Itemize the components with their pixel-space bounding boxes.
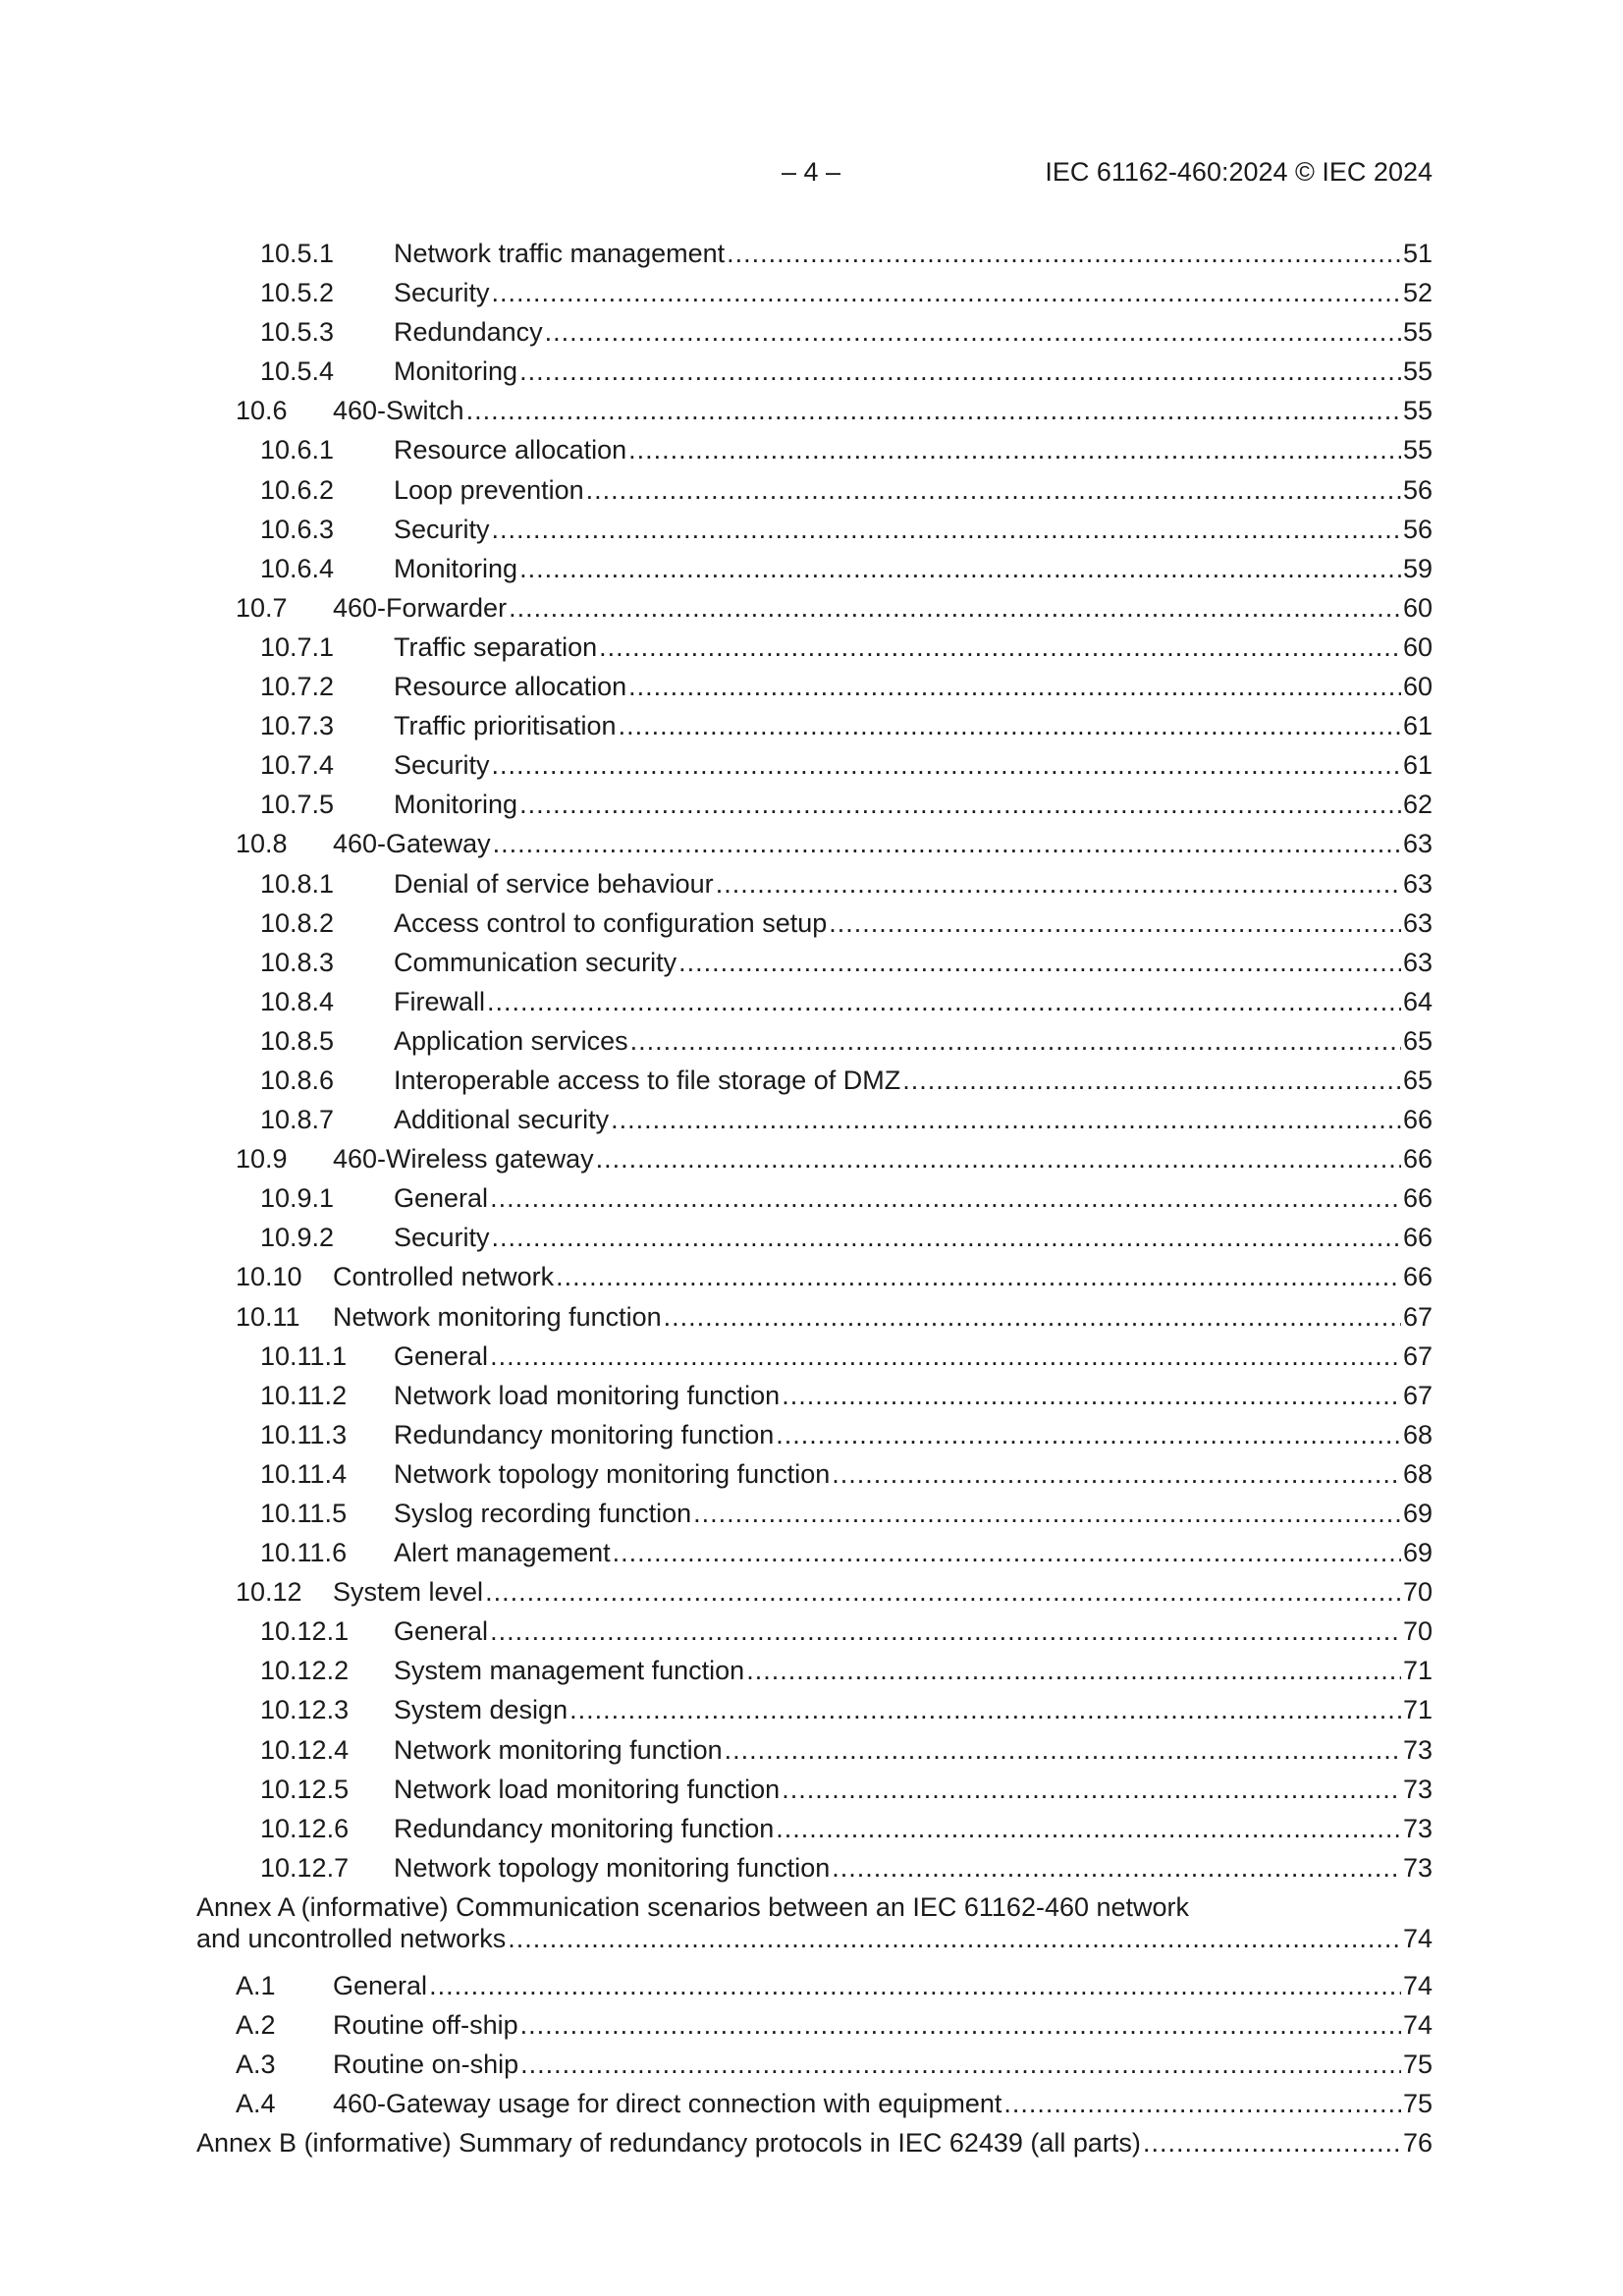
toc-entry-title: Security	[394, 514, 490, 544]
toc-entry-number: 10.5.3	[260, 317, 335, 348]
toc-entry-page: 66	[1402, 1262, 1433, 1292]
dot-leader	[630, 1021, 1401, 1061]
dot-leader	[725, 1730, 1401, 1770]
dot-leader	[1143, 2123, 1401, 2162]
toc-entry-page: 73	[1402, 1813, 1433, 1843]
toc-subsection[interactable]	[196, 1770, 1433, 1809]
toc-subsection[interactable]	[196, 943, 1433, 982]
toc-entry-number: 10.8.4	[260, 986, 335, 1016]
toc-entry-title: Security	[394, 750, 490, 781]
toc-entry-title: Communication security	[394, 947, 677, 977]
toc-subsection[interactable]	[196, 628, 1433, 667]
toc-annex-clause[interactable]	[196, 1966, 1433, 2005]
dot-leader	[485, 1572, 1401, 1612]
toc-entry-number: 10.8.7	[260, 1105, 335, 1135]
toc-entry-number: 10.6.4	[260, 553, 335, 583]
toc-entry-title: Security	[394, 1223, 490, 1253]
dot-leader	[628, 667, 1401, 706]
dot-leader	[508, 1923, 1401, 1954]
dot-leader	[492, 510, 1401, 549]
toc-annex-a[interactable]	[196, 1887, 1433, 1966]
toc-entry-title: Network monitoring function	[394, 1734, 723, 1765]
toc-entry-title: Application services	[394, 1025, 628, 1056]
toc-entry-title: System level	[333, 1577, 484, 1608]
toc-entry-number: 10.7.3	[260, 711, 335, 741]
toc-entry-title: Access control to configuration setup	[394, 907, 828, 938]
toc-entry-number: 10.11.2	[260, 1380, 348, 1410]
toc-entry-page: 64	[1402, 986, 1433, 1016]
dot-leader	[492, 273, 1401, 312]
toc-entry-page: 73	[1402, 1734, 1433, 1765]
toc-subsection[interactable]	[196, 1337, 1433, 1376]
toc-entry-page: 55	[1402, 396, 1433, 426]
page-header	[196, 157, 1433, 192]
toc-entry-number: 10.12.6	[260, 1813, 350, 1843]
toc-entry-title: Monitoring	[394, 356, 518, 387]
toc-subsection[interactable]	[196, 1376, 1433, 1415]
dot-leader	[832, 1848, 1401, 1887]
toc-entry-page: 67	[1402, 1340, 1433, 1371]
dot-leader	[628, 430, 1401, 469]
page-number: – 4 –	[782, 157, 841, 187]
toc-entry-title: Network load monitoring function	[394, 1380, 781, 1410]
toc-entry-page: 51	[1402, 239, 1433, 268]
toc-entry-number: 10.8.6	[260, 1065, 335, 1095]
toc-entry-title: Network monitoring function	[333, 1301, 662, 1332]
table-of-contents	[196, 234, 1433, 2162]
toc-entry-number: 10.9.2	[260, 1223, 335, 1253]
toc-entry-page: 71	[1402, 1656, 1433, 1686]
dot-leader	[727, 234, 1401, 273]
annex-a-title-line1: Annex A (informative) Communication scenarios between an IEC 61162-460 network	[196, 1891, 1190, 1922]
dot-leader	[493, 824, 1401, 863]
toc-subsection[interactable]	[196, 234, 1433, 273]
toc-entry-number: 10.12.3	[260, 1695, 350, 1725]
toc-entry-page: 52	[1402, 278, 1433, 308]
dot-leader	[490, 1337, 1401, 1376]
toc-entry-number: 10.5.1	[260, 239, 335, 268]
toc-entry-page: 65	[1402, 1065, 1433, 1095]
toc-entry-page: 68	[1402, 1458, 1433, 1489]
toc-entry-title: Network topology monitoring function	[394, 1458, 831, 1489]
dot-leader	[429, 1966, 1401, 2005]
toc-entry-page: 68	[1402, 1419, 1433, 1449]
toc-entry-number: 10.9	[236, 1144, 288, 1175]
toc-entry-page: 61	[1402, 750, 1433, 781]
toc-entry-number: 10.12.1	[260, 1616, 350, 1647]
dot-leader	[902, 1061, 1401, 1100]
toc-entry-title: Redundancy monitoring function	[394, 1419, 775, 1449]
toc-entry-page: 66	[1402, 1105, 1433, 1135]
toc-subsection[interactable]	[196, 549, 1433, 588]
dot-leader	[776, 1415, 1401, 1454]
dot-leader	[1003, 2084, 1401, 2123]
toc-entry-title: 460-Gateway	[333, 829, 491, 859]
toc-entry-number: 10.5.2	[260, 278, 335, 308]
toc-entry-page: 55	[1402, 435, 1433, 465]
toc-entry-page: 70	[1402, 1577, 1433, 1608]
toc-entry-page: 74	[1402, 2010, 1433, 2041]
toc-entry-number: 10.11.4	[260, 1458, 348, 1489]
toc-entry-title: Traffic separation	[394, 631, 598, 662]
toc-entry-number: 10.11.3	[260, 1419, 348, 1449]
toc-entry-page: 66	[1402, 1183, 1433, 1214]
toc-entry-page: 60	[1402, 672, 1433, 702]
toc-section[interactable]	[196, 824, 1433, 863]
toc-annex-clause[interactable]	[196, 2005, 1433, 2045]
toc-annex-clause[interactable]	[196, 2084, 1433, 2123]
toc-entry-page: 63	[1402, 947, 1433, 977]
toc-entry-title: Monitoring	[394, 790, 518, 820]
dot-leader	[509, 588, 1401, 628]
dot-leader	[586, 470, 1401, 510]
toc-section[interactable]	[196, 1257, 1433, 1296]
toc-entry-number: 10.8.5	[260, 1025, 335, 1056]
toc-entry-number: 10.11.5	[260, 1499, 348, 1528]
toc-entry-page: 63	[1402, 829, 1433, 859]
toc-entry-number: 10.12.2	[260, 1656, 350, 1686]
dot-leader	[490, 1612, 1401, 1651]
dot-leader	[487, 982, 1401, 1021]
dot-leader	[519, 549, 1401, 588]
dot-leader	[716, 864, 1401, 903]
toc-entry-title: Network traffic management	[394, 239, 726, 268]
toc-annex-clause[interactable]	[196, 2045, 1433, 2084]
toc-section[interactable]	[196, 391, 1433, 430]
dot-leader	[556, 1257, 1401, 1296]
toc-entry-number: 10.11.1	[260, 1340, 348, 1371]
toc-entry-title: Resource allocation	[394, 672, 627, 702]
toc-annex-b[interactable]	[196, 2123, 1433, 2162]
toc-subsection[interactable]	[196, 1454, 1433, 1494]
toc-subsection[interactable]	[196, 1690, 1433, 1729]
toc-subsection[interactable]	[196, 745, 1433, 785]
toc-entry-number: A.2	[236, 2010, 276, 2041]
dot-leader	[693, 1494, 1401, 1533]
toc-entry-number: 10.12	[236, 1577, 302, 1608]
toc-entry-number: 10.11.6	[260, 1538, 348, 1568]
toc-subsection[interactable]	[196, 352, 1433, 391]
dot-leader	[519, 785, 1401, 824]
toc-subsection[interactable]	[196, 1494, 1433, 1533]
toc-entry-page: 76	[1402, 2128, 1433, 2159]
toc-entry-title: System design	[394, 1695, 568, 1725]
dot-leader	[829, 903, 1401, 943]
toc-entry-page: 60	[1402, 592, 1433, 623]
toc-entry-title: System management function	[394, 1656, 745, 1686]
toc-section[interactable]	[196, 1297, 1433, 1337]
toc-entry-title: 460-Wireless gateway	[333, 1144, 594, 1175]
annex-a-title-line2: and uncontrolled networks	[196, 1923, 507, 1953]
toc-entry-page: 66	[1402, 1223, 1433, 1253]
toc-entry-number: 10.10	[236, 1262, 302, 1292]
dot-leader	[619, 706, 1401, 745]
toc-entry-page: 63	[1402, 868, 1433, 899]
dot-leader	[596, 1139, 1401, 1178]
toc-entry-number: 10.12.5	[260, 1774, 350, 1804]
toc-subsection[interactable]	[196, 1218, 1433, 1257]
dot-leader	[545, 312, 1401, 352]
toc-subsection[interactable]	[196, 1533, 1433, 1572]
dot-leader	[520, 2005, 1401, 2045]
toc-entry-title: Routine on-ship	[333, 2050, 519, 2080]
toc-entry-number: 10.6.1	[260, 435, 335, 465]
dot-leader	[490, 1178, 1401, 1218]
dot-leader	[664, 1297, 1401, 1337]
toc-entry-number: A.4	[236, 2089, 276, 2119]
dot-leader	[492, 745, 1401, 785]
toc-section[interactable]	[196, 588, 1433, 628]
toc-entry-page: 55	[1402, 356, 1433, 387]
toc-entry-page: 71	[1402, 1695, 1433, 1725]
toc-subsection[interactable]	[196, 470, 1433, 510]
toc-entry-number: 10.6.3	[260, 514, 335, 544]
document-id: IEC 61162-460:2024 © IEC 2024	[1045, 157, 1433, 187]
toc-subsection[interactable]	[196, 1061, 1433, 1100]
toc-entry-number: 10.12.7	[260, 1852, 350, 1883]
toc-subsection[interactable]	[196, 1100, 1433, 1139]
toc-subsection[interactable]	[196, 785, 1433, 824]
toc-entry-number: 10.7.4	[260, 750, 335, 781]
toc-entry-number: 10.8.2	[260, 907, 335, 938]
toc-entry-page: 56	[1402, 474, 1433, 505]
toc-entry-number: A.1	[236, 1970, 276, 2000]
toc-entry-page: 73	[1402, 1774, 1433, 1804]
toc-entry-number: 10.7.2	[260, 672, 335, 702]
toc-entry-page: 74	[1402, 1923, 1433, 1953]
toc-entry-title: Denial of service behaviour	[394, 868, 714, 899]
toc-entry-page: 69	[1402, 1538, 1433, 1568]
toc-entry-page: 65	[1402, 1025, 1433, 1056]
toc-entry-title: Network load monitoring function	[394, 1774, 781, 1804]
toc-entry-title: General	[394, 1340, 489, 1371]
toc-entry-page: 67	[1402, 1380, 1433, 1410]
dot-leader	[613, 1533, 1401, 1572]
toc-subsection[interactable]	[196, 706, 1433, 745]
toc-entry-page: 70	[1402, 1616, 1433, 1647]
toc-entry-title: Alert management	[394, 1538, 611, 1568]
dot-leader	[782, 1770, 1401, 1809]
toc-entry-number: 10.5.4	[260, 356, 335, 387]
toc-entry-title: Syslog recording function	[394, 1499, 692, 1528]
toc-entry-page: 55	[1402, 317, 1433, 348]
toc-subsection[interactable]	[196, 1021, 1433, 1061]
toc-entry-number: A.3	[236, 2050, 276, 2080]
toc-entry-page: 63	[1402, 907, 1433, 938]
toc-subsection[interactable]	[196, 273, 1433, 312]
toc-subsection[interactable]	[196, 982, 1433, 1021]
toc-entry-page: 56	[1402, 514, 1433, 544]
dot-leader	[599, 628, 1401, 667]
toc-subsection[interactable]	[196, 1809, 1433, 1848]
toc-entry-title: Firewall	[394, 986, 486, 1016]
toc-subsection[interactable]	[196, 1651, 1433, 1690]
toc-entry-title: Redundancy monitoring function	[394, 1813, 775, 1843]
toc-subsection[interactable]	[196, 1415, 1433, 1454]
toc-entry-page: 69	[1402, 1499, 1433, 1528]
toc-entry-title: Security	[394, 278, 490, 308]
toc-entry-number: 10.8	[236, 829, 288, 859]
toc-entry-page: 75	[1402, 2050, 1433, 2080]
toc-entry-title: Additional security	[394, 1105, 610, 1135]
toc-subsection[interactable]	[196, 1612, 1433, 1651]
toc-entry-title: 460-Switch	[333, 396, 464, 426]
toc-entry-page: 66	[1402, 1144, 1433, 1175]
toc-entry-number: 10.8.3	[260, 947, 335, 977]
toc-entry-number: 10.11	[236, 1301, 300, 1332]
dot-leader	[832, 1454, 1401, 1494]
toc-subsection[interactable]	[196, 1178, 1433, 1218]
dot-leader	[466, 391, 1401, 430]
dot-leader	[611, 1100, 1401, 1139]
toc-subsection[interactable]	[196, 510, 1433, 549]
toc-subsection[interactable]	[196, 903, 1433, 943]
toc-entry-title: 460-Gateway usage for direct connection with equipment	[333, 2089, 1002, 2119]
toc-entry-page: 73	[1402, 1852, 1433, 1883]
dot-leader	[746, 1651, 1401, 1690]
toc-entry-page: 61	[1402, 711, 1433, 741]
toc-entry-number: 10.6.2	[260, 474, 335, 505]
toc-entry-number: 10.9.1	[260, 1183, 335, 1214]
toc-entry-title: Annex B (informative) Summary of redundancy protocols in IEC 62439 (all parts)	[196, 2128, 1141, 2159]
dot-leader	[776, 1809, 1401, 1848]
toc-entry-title: Network topology monitoring function	[394, 1852, 831, 1883]
dot-leader	[569, 1690, 1401, 1729]
toc-entry-title: Interoperable access to file storage of DMZ	[394, 1065, 901, 1095]
toc-subsection[interactable]	[196, 1730, 1433, 1770]
toc-entry-title: Traffic prioritisation	[394, 711, 617, 741]
toc-section[interactable]	[196, 1572, 1433, 1612]
toc-subsection[interactable]	[196, 430, 1433, 469]
toc-entry-page: 62	[1402, 790, 1433, 820]
dot-leader	[492, 1218, 1401, 1257]
toc-entry-page: 75	[1402, 2089, 1433, 2119]
dot-leader	[782, 1376, 1401, 1415]
toc-entry-number: 10.7	[236, 592, 288, 623]
toc-entry-title: 460-Forwarder	[333, 592, 508, 623]
toc-entry-number: 10.12.4	[260, 1734, 350, 1765]
toc-entry-page: 59	[1402, 553, 1433, 583]
toc-subsection[interactable]	[196, 1848, 1433, 1887]
dot-leader	[520, 2045, 1401, 2084]
toc-subsection[interactable]	[196, 667, 1433, 706]
toc-entry-number: 10.7.1	[260, 631, 335, 662]
toc-entry-page: 60	[1402, 631, 1433, 662]
toc-entry-title: Controlled network	[333, 1262, 555, 1292]
toc-entry-page: 67	[1402, 1301, 1433, 1332]
toc-entry-title: Loop prevention	[394, 474, 584, 505]
toc-entry-page: 74	[1402, 1970, 1433, 2000]
toc-entry-title: General	[394, 1183, 489, 1214]
toc-entry-title: General	[394, 1616, 489, 1647]
dot-leader	[678, 943, 1401, 982]
toc-entry-number: 10.8.1	[260, 868, 335, 899]
toc-entry-number: 10.7.5	[260, 790, 335, 820]
toc-subsection[interactable]	[196, 864, 1433, 903]
toc-entry-title: Redundancy	[394, 317, 543, 348]
toc-entry-number: 10.6	[236, 396, 288, 426]
toc-entry-title: General	[333, 1970, 428, 2000]
toc-subsection[interactable]	[196, 312, 1433, 352]
toc-entry-title: Routine off-ship	[333, 2010, 518, 2041]
dot-leader	[519, 352, 1401, 391]
toc-entry-title: Monitoring	[394, 553, 518, 583]
toc-section[interactable]	[196, 1139, 1433, 1178]
toc-entry-title: Resource allocation	[394, 435, 627, 465]
